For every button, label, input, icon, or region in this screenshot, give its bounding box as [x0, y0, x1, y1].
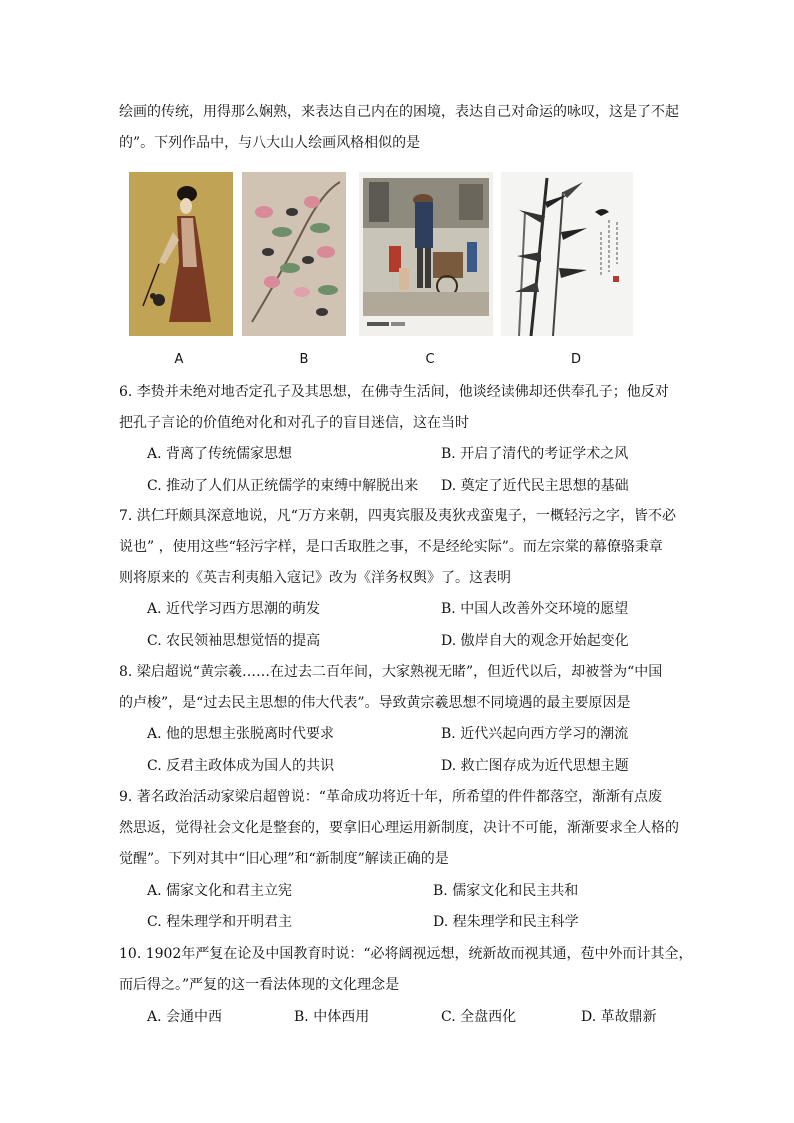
q9-stem-line-1: 9. 著名政治活动家梁启超曾说：“革命成功将近十年，所希望的件件都落空，渐渐有点废 — [119, 789, 662, 805]
painting-c-image — [359, 172, 493, 336]
q6-option-d: D. 奠定了近代民主思想的基础 — [441, 478, 629, 494]
q7-option-a: A. 近代学习西方思潮的萌发 — [147, 601, 321, 617]
q8-option-b: B. 近代兴起向西方学习的潮流 — [441, 726, 629, 742]
intro-line-1: 绘画的传统，用得那么娴熟，来表达自己内在的困境，表达自己对命运的咏叹，这是了不起 — [119, 104, 679, 120]
q10-stem-line-1: 10. 1902年严复在论及中国教育时说：“必将阔视远想，统新故而视其通，苞中外而计其全， — [119, 946, 693, 962]
option-d-label: D — [570, 352, 581, 367]
q7-stem-line-3: 则将原来的《英吉利夷船入寇记》改为《洋务权舆》了。这表明 — [119, 570, 511, 586]
q9-option-c: C. 程朱理学和开明君主 — [147, 914, 293, 930]
q8-option-d: D. 救亡图存成为近代思想主题 — [441, 758, 629, 774]
q9-option-d: D. 程朱理学和民主科学 — [433, 914, 579, 930]
intro-line-2: 的”。下列作品中，与八大山人绘画风格相似的是 — [119, 135, 421, 151]
q7-option-b: B. 中国人改善外交环境的愿望 — [441, 601, 629, 617]
street-vendor-painting-icon — [359, 172, 493, 336]
q10-stem-line-2: 而后得之。”严复的这一看法体现的文化理念是 — [119, 977, 400, 993]
q7-stem-line-2: 说也” ，使用这些“轻污字样，是口舌取胜之事，不是经纶实际”。而左宗棠的幕僚骆秉章 — [119, 539, 663, 555]
q8-stem-line-1: 8. 梁启超说“黄宗羲……在过去二百年间，大家熟视无睹”，但近代以后，却被誉为“中国 — [119, 664, 663, 680]
painting-d-image — [501, 172, 633, 336]
q6-option-a: A. 背离了传统儒家思想 — [147, 446, 293, 462]
q6-stem-line-2: 把孔子言论的价值绝对化和对孔子的盲目迷信，这在当时 — [119, 415, 469, 431]
tang-lady-painting-icon — [129, 172, 233, 336]
q7-option-c: C. 农民领袖思想觉悟的提高 — [147, 633, 321, 649]
option-c-label: C — [425, 352, 435, 367]
q6-option-b: B. 开启了清代的考证学术之风 — [441, 446, 629, 462]
option-b-label: B — [299, 352, 309, 367]
q10-option-a: A. 会通中西 — [147, 1009, 223, 1025]
option-a-label: A — [174, 352, 184, 367]
q10-option-c: C. 全盘西化 — [441, 1009, 517, 1025]
q10-option-b: B. 中体西用 — [294, 1009, 370, 1025]
q9-option-b: B. 儒家文化和民主共和 — [433, 883, 579, 899]
q8-stem-line-2: 的卢梭”，是“过去民主思想的伟大代表”。导致黄宗羲思想不同境遇的最主要原因是 — [119, 695, 631, 711]
q6-option-c: C. 推动了人们从正统儒学的束缚中解脱出来 — [147, 478, 419, 494]
q6-stem-line-1: 6. 李贽并未绝对地否定孔子及其思想，在佛寺生活间，他谈经读佛却还供奉孔子；他反对 — [119, 384, 669, 400]
q9-option-a: A. 儒家文化和君主立宪 — [147, 883, 293, 899]
q10-option-d: D. 革故鼎新 — [581, 1009, 657, 1025]
q8-option-c: C. 反君主政体成为国人的共识 — [147, 758, 335, 774]
painting-a-image — [129, 172, 233, 336]
q8-option-a: A. 他的思想主张脱离时代要求 — [147, 726, 335, 742]
painting-b-image — [242, 172, 346, 336]
q7-stem-line-1: 7. 洪仁玕颇具深意地说，凡“万方来朝，四夷宾服及夷狄戎蛮鬼子，一概轻污之字，皆不必 — [119, 508, 676, 524]
q9-stem-line-2: 然思返，觉得社会文化是整套的，要拿旧心理运用新制度，决计不可能，渐渐要求全人格的 — [119, 820, 679, 836]
birds-flowers-painting-icon — [242, 172, 346, 336]
q9-stem-line-3: 觉醒”。下列对其中“旧心理”和“新制度”解读正确的是 — [119, 851, 449, 867]
q7-option-d: D. 傲岸自大的观念开始起变化 — [441, 633, 629, 649]
ink-bamboo-painting-icon — [501, 172, 633, 336]
